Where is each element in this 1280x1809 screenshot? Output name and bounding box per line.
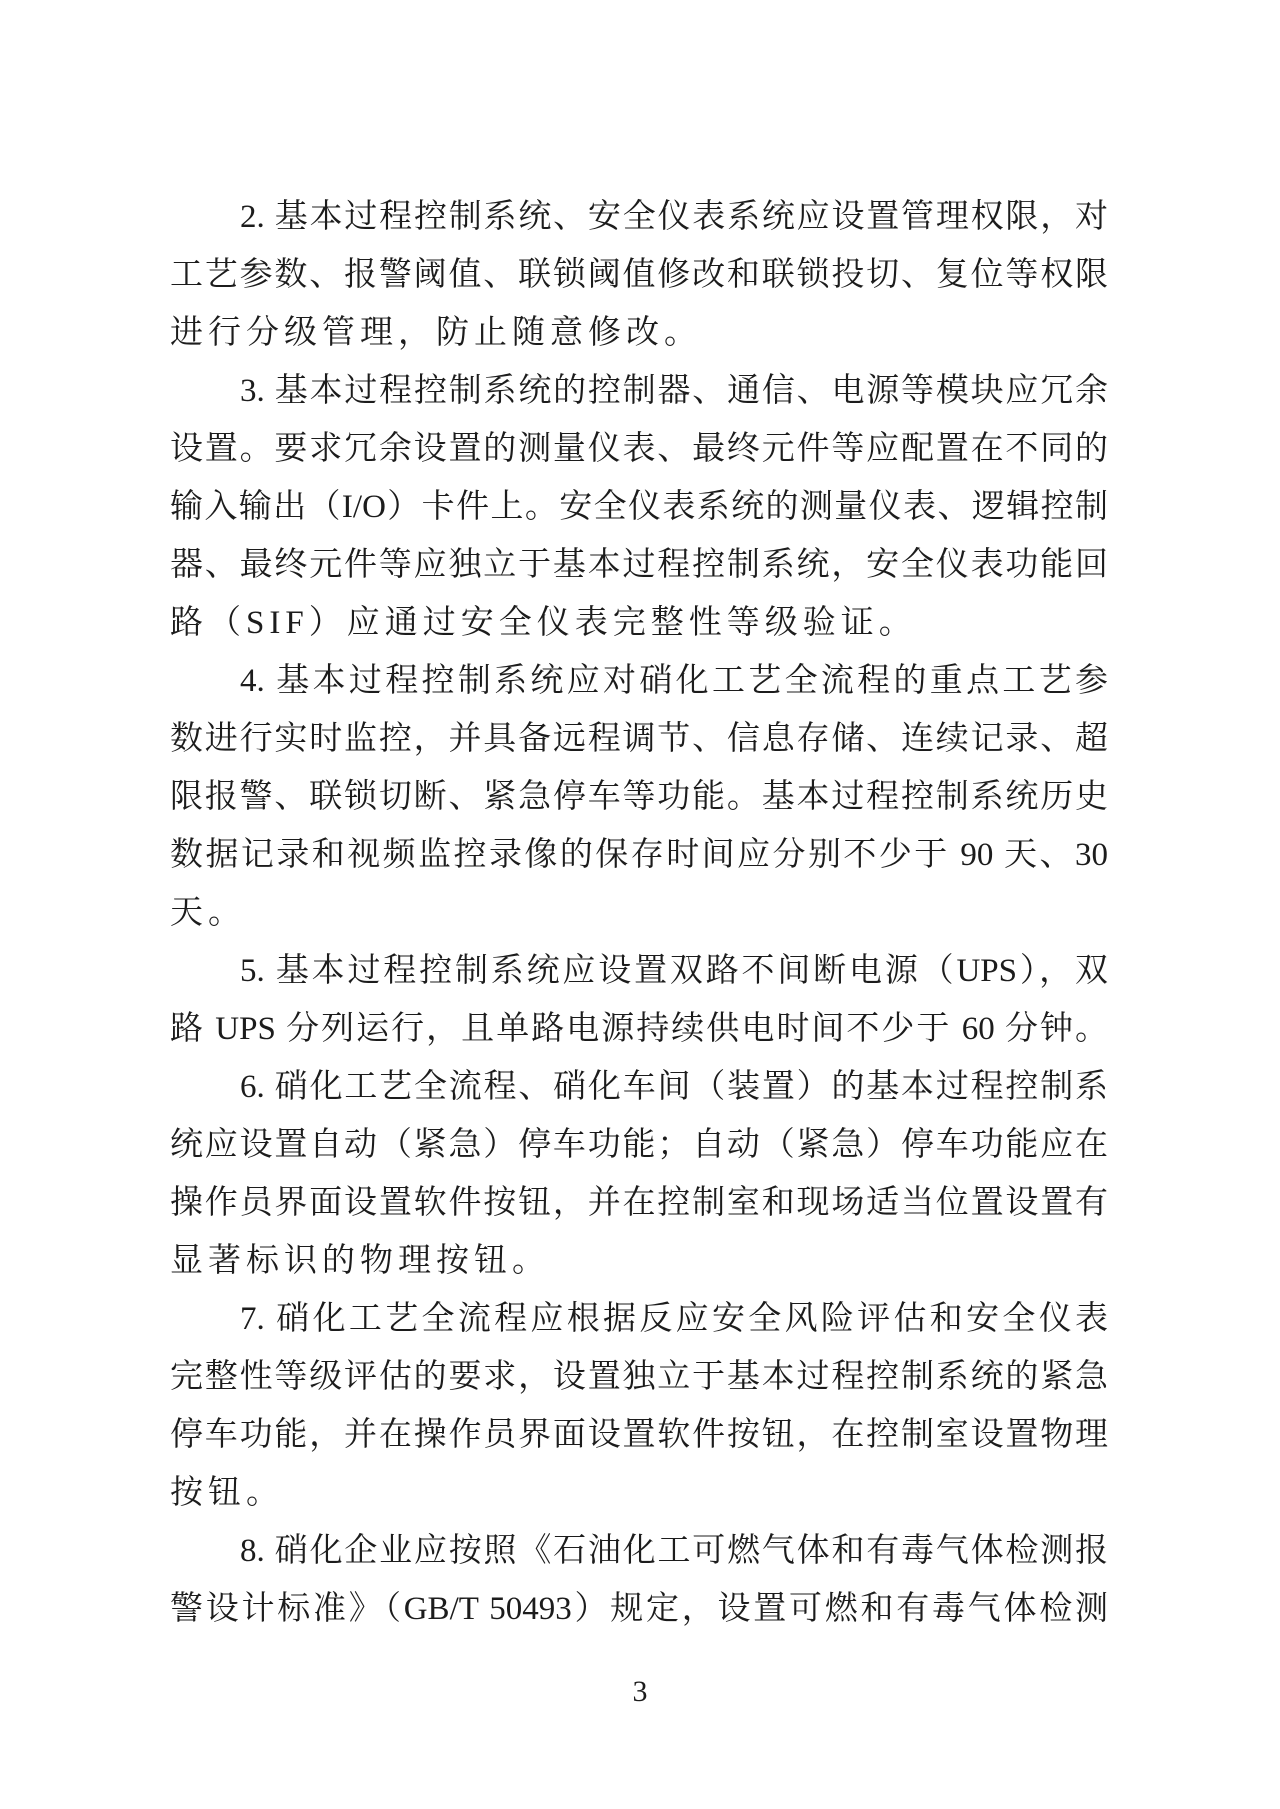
- text-line: 输入输出（I/O）卡件上。安全仪表系统的测量仪表、逻辑控制: [170, 489, 1108, 525]
- text-line: 进行分级管理，防止随意修改。: [170, 315, 702, 351]
- text-line: 按钮。: [170, 1475, 284, 1511]
- text-line: 路 UPS 分列运行，且单路电源持续供电时间不少于 60 分钟。: [170, 1011, 1108, 1047]
- text-line: 统应设置自动（紧急）停车功能；自动（紧急）停车功能应在: [170, 1127, 1108, 1163]
- document-text-block: [170, 188, 1108, 1638]
- text-line: 5. 基本过程控制系统应设置双路不间断电源（UPS），双: [240, 953, 1108, 989]
- text-line: 工艺参数、报警阈值、联锁阈值修改和联锁投切、复位等权限: [170, 257, 1108, 293]
- page-number: 3: [632, 1675, 648, 1708]
- text-line: 完整性等级评估的要求，设置独立于基本过程控制系统的紧急: [170, 1359, 1108, 1395]
- text-line: 路（SIF）应通过安全仪表完整性等级验证。: [170, 605, 917, 641]
- text-line: 8. 硝化企业应按照《石油化工可燃气体和有毒气体检测报: [240, 1533, 1108, 1569]
- text-line: 警设计标准》（GB/T 50493）规定，设置可燃和有毒气体检测: [170, 1591, 1108, 1627]
- text-line: 2. 基本过程控制系统、安全仪表系统应设置管理权限，对: [240, 199, 1108, 235]
- text-line: 3. 基本过程控制系统的控制器、通信、电源等模块应冗余: [240, 373, 1108, 409]
- text-line: 6. 硝化工艺全流程、硝化车间（装置）的基本过程控制系: [240, 1069, 1108, 1105]
- text-line: 天。: [170, 895, 246, 931]
- text-line: 设置。要求冗余设置的测量仪表、最终元件等应配置在不同的: [170, 431, 1108, 467]
- text-line: 限报警、联锁切断、紧急停车等功能。基本过程控制系统历史: [170, 779, 1108, 815]
- text-line: 操作员界面设置软件按钮，并在控制室和现场适当位置设置有: [170, 1185, 1108, 1221]
- text-line: 7. 硝化工艺全流程应根据反应安全风险评估和安全仪表: [240, 1301, 1108, 1337]
- text-line: 显著标识的物理按钮。: [170, 1243, 550, 1279]
- text-line: 器、最终元件等应独立于基本过程控制系统，安全仪表功能回: [170, 547, 1108, 583]
- text-line: 数进行实时监控，并具备远程调节、信息存储、连续记录、超: [170, 721, 1108, 757]
- text-line: 数据记录和视频监控录像的保存时间应分别不少于 90 天、30: [170, 837, 1108, 873]
- text-line: 停车功能，并在操作员界面设置软件按钮，在控制室设置物理: [170, 1417, 1108, 1453]
- text-line: 4. 基本过程控制系统应对硝化工艺全流程的重点工艺参: [240, 663, 1108, 699]
